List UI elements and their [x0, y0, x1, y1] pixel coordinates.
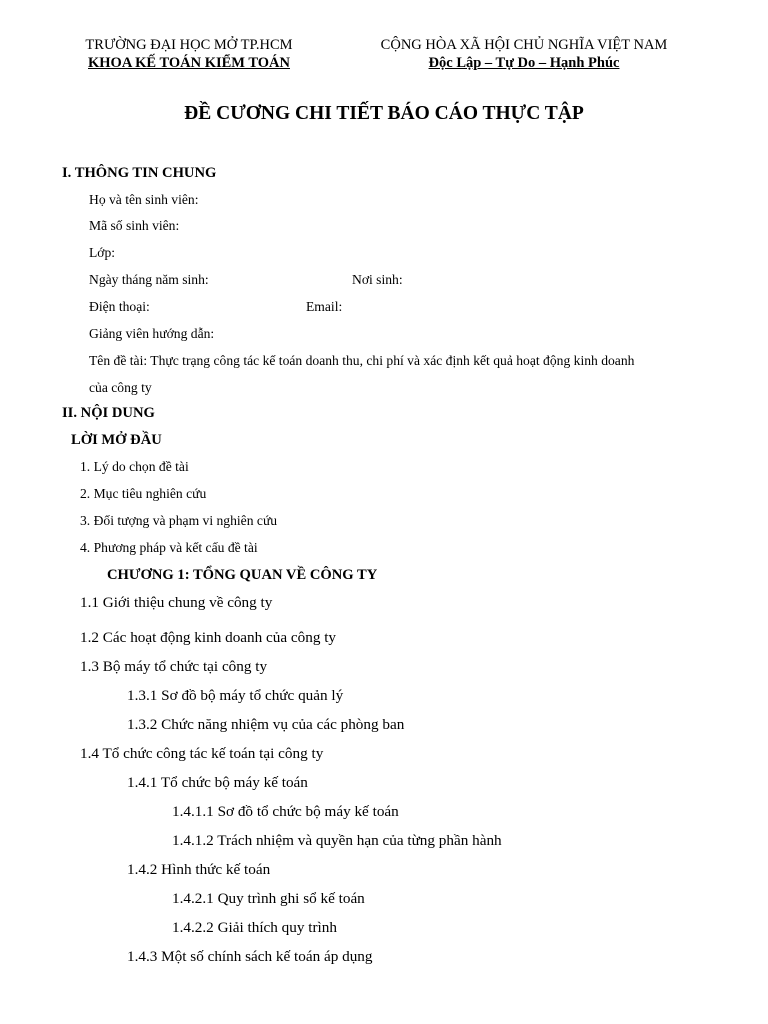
outline-item: 1.3.2 Chức năng nhiệm vụ của các phòng ban [127, 716, 405, 733]
outline-item: 1.4.2.1 Quy trình ghi sổ kế toán [172, 890, 365, 907]
chapter1-heading: CHƯƠNG 1: TỔNG QUAN VỀ CÔNG TY [107, 567, 378, 583]
outline-item: 1.4.1.1 Sơ đồ tổ chức bộ máy kế toán [172, 803, 399, 820]
topic-line-1: Tên đề tài: Thực trạng công tác kế toán doanh thu, chi phí và xác định kết quả hoạt động kinh doanh [89, 353, 635, 368]
national-motto: Độc Lập – Tự Do – Hạnh Phúc [428, 55, 620, 71]
student-name-label: Họ và tên sinh viên: [89, 192, 199, 207]
outline-item: 1.4 Tổ chức công tác kế toán tại công ty [80, 745, 324, 762]
intro-item: 4. Phương pháp và kết cấu đề tài [80, 540, 258, 555]
topic-line-2: của công ty [89, 380, 152, 395]
intro-heading: LỜI MỞ ĐẦU [71, 432, 162, 448]
outline-item: 1.4.1 Tổ chức bộ máy kế toán [127, 774, 308, 791]
outline-item: 1.4.2 Hình thức kế toán [127, 861, 271, 878]
intro-item: 3. Đối tượng và phạm vi nghiên cứu [80, 513, 278, 528]
phone-label: Điện thoại: [89, 299, 150, 314]
university-name: TRƯỜNG ĐẠI HỌC MỞ TP.HCM [85, 37, 293, 53]
student-id-label: Mã số sinh viên: [89, 218, 180, 233]
faculty-name: KHOA KẾ TOÁN KIỂM TOÁN [88, 55, 290, 71]
pob-label: Nơi sinh: [352, 272, 403, 287]
class-label: Lớp: [89, 245, 116, 260]
outline-item: 1.1 Giới thiệu chung về công ty [80, 594, 273, 611]
outline-item: 1.3.1 Sơ đồ bộ máy tổ chức quản lý [127, 687, 344, 704]
outline-item: 1.4.3 Một số chính sách kế toán áp dụng [127, 948, 373, 965]
advisor-label: Giảng viên hướng dẫn: [89, 326, 215, 341]
section2-heading: II. NỘI DUNG [62, 405, 155, 421]
outline-item: 1.2 Các hoạt động kinh doanh của công ty [80, 629, 337, 646]
intro-item: 2. Mục tiêu nghiên cứu [80, 486, 207, 501]
outline-item: 1.4.2.2 Giải thích quy trình [172, 919, 337, 936]
email-label: Email: [306, 299, 343, 314]
outline-item: 1.4.1.2 Trách nhiệm và quyền hạn của từng phần hành [172, 832, 502, 849]
national-title: CỘNG HÒA XÃ HỘI CHỦ NGHĨA VIỆT NAM [380, 37, 668, 53]
page-title: ĐỀ CƯƠNG CHI TIẾT BÁO CÁO THỰC TẬP [184, 103, 584, 124]
dob-label: Ngày tháng năm sinh: [89, 272, 209, 287]
intro-item: 1. Lý do chọn đề tài [80, 459, 189, 474]
outline-item: 1.3 Bộ máy tổ chức tại công ty [80, 658, 268, 675]
section1-heading: I. THÔNG TIN CHUNG [62, 165, 217, 181]
